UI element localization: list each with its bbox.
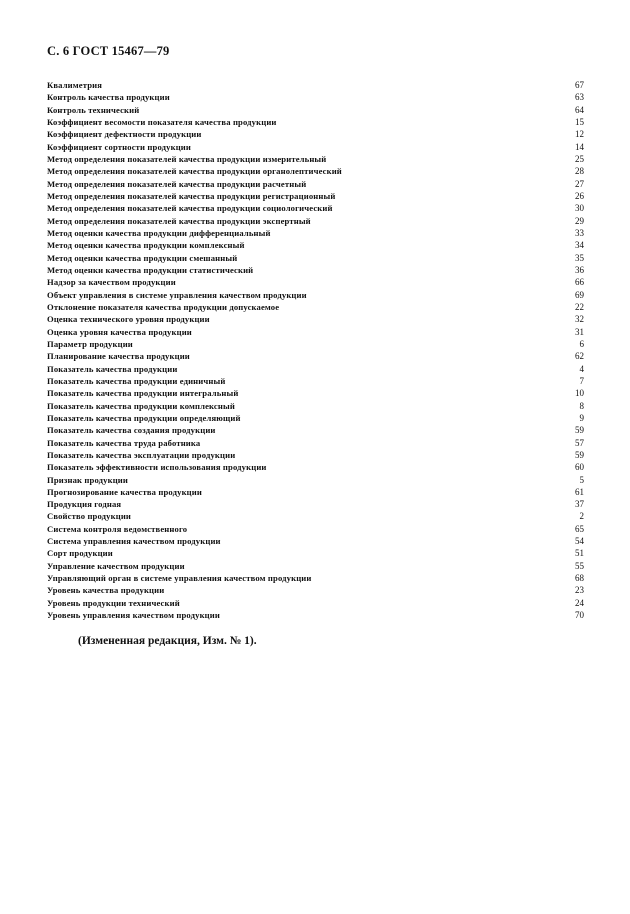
index-page-number: 6: [579, 338, 584, 349]
index-entry: [47, 128, 584, 140]
index-term: Уровень продукции технический: [47, 597, 180, 608]
index-page-number: 29: [575, 215, 584, 226]
index-entry: [47, 104, 584, 116]
index-page-number: 24: [575, 597, 584, 608]
index-page-number: 54: [575, 536, 584, 547]
index-page-number: 65: [575, 523, 584, 534]
index-term: Оценка технического уровня продукции: [47, 314, 210, 325]
index-page-number: 32: [575, 314, 584, 325]
index-page-number: 2: [579, 511, 584, 522]
index-entry: [47, 326, 584, 338]
index-entry: [47, 400, 584, 412]
index-term: Метод оценки качества продукции статистический: [47, 264, 254, 275]
index-term: Метод определения показателей качества продукции экспертный: [47, 215, 311, 226]
index-page-number: 66: [575, 277, 584, 288]
index-term: Показатель качества продукции комплексный: [47, 400, 235, 411]
index-page-number: 36: [575, 264, 584, 275]
index-page-number: 12: [575, 129, 584, 140]
index-entry: [47, 424, 584, 436]
index-term: Показатель качества продукции единичный: [47, 375, 226, 386]
index-page-number: 23: [575, 585, 584, 596]
index-term: Контроль качества продукции: [47, 92, 170, 103]
index-entry: [47, 547, 584, 559]
index-entry: [47, 523, 584, 535]
index-page-number: 64: [575, 104, 584, 115]
index-term: Система управления качеством продукции: [47, 536, 221, 547]
index-page-number: 51: [575, 548, 584, 559]
index-entry: [47, 252, 584, 264]
index-entry: [47, 276, 584, 288]
index-entry: [47, 572, 584, 584]
index-term: Показатель качества труда работника: [47, 437, 201, 448]
index-page-number: 57: [575, 437, 584, 448]
index-entry: [47, 597, 584, 609]
index-entry: [47, 350, 584, 362]
index-term: Сорт продукции: [47, 548, 113, 559]
index-entry: [47, 560, 584, 572]
index-term: Отклонение показателя качества продукции допускаемое: [47, 301, 280, 312]
index-entry: [47, 116, 584, 128]
index-entry: [47, 227, 584, 239]
index-term: Метод определения показателей качества продукции расчетный: [47, 178, 307, 189]
index-term: Параметр продукции: [47, 338, 133, 349]
index-page-number: 15: [575, 116, 584, 127]
index-page-number: 70: [575, 610, 584, 621]
index-term: Контроль технический: [47, 104, 140, 115]
index-term: Прогнозирование качества продукции: [47, 486, 202, 497]
revision-note: (Измененная редакция, Изм. № 1).: [78, 635, 257, 647]
index-term: Коэффициент дефектности продукции: [47, 129, 202, 140]
index-term: Оценка уровня качества продукции: [47, 326, 192, 337]
index-page-number: 60: [575, 462, 584, 473]
index-term: Продукция годная: [47, 499, 122, 510]
index-term: Надзор за качеством продукции: [47, 277, 176, 288]
index-page-number: 27: [575, 178, 584, 189]
index-term: Квалиметрия: [47, 80, 103, 90]
alphabetical-index: [47, 79, 584, 621]
index-entry: [47, 165, 584, 177]
index-page-number: 25: [575, 153, 584, 164]
index-term: Показатель качества эксплуатации продукции: [47, 449, 236, 460]
index-entry: [47, 215, 584, 227]
index-page-number: 59: [575, 425, 584, 436]
index-entry: [47, 437, 584, 449]
index-page-number: 9: [579, 412, 584, 423]
index-entry: [47, 486, 584, 498]
index-entry: [47, 289, 584, 301]
index-term: Уровень управления качеством продукции: [47, 610, 220, 621]
index-page-number: 35: [575, 252, 584, 263]
page-header: С. 6 ГОСТ 15467—79: [47, 44, 170, 58]
index-page-number: 34: [575, 240, 584, 251]
index-term: Метод определения показателей качества продукции социологический: [47, 203, 333, 214]
index-term: Показатель качества продукции: [47, 363, 178, 374]
index-entry: [47, 202, 584, 214]
index-term: Управление качеством продукции: [47, 560, 185, 571]
index-page-number: 28: [575, 166, 584, 177]
index-entry: [47, 609, 584, 621]
index-page-number: 31: [575, 326, 584, 337]
index-entry: [47, 190, 584, 202]
index-term: Метод определения показателей качества продукции измерительный: [47, 153, 327, 164]
index-page-number: 14: [575, 141, 584, 152]
index-entry: [47, 412, 584, 424]
index-term: Показатель качества продукции интегральный: [47, 388, 239, 399]
index-entry: [47, 498, 584, 510]
index-page-number: 62: [575, 351, 584, 362]
index-page-number: 55: [575, 560, 584, 571]
index-term: Метод оценки качества продукции комплексный: [47, 240, 245, 251]
index-entry: [47, 141, 584, 153]
index-page-number: 33: [575, 227, 584, 238]
index-page-number: 61: [575, 486, 584, 497]
index-page-number: 67: [575, 80, 584, 90]
index-term: Уровень качества продукции: [47, 585, 165, 596]
index-term: Планирование качества продукции: [47, 351, 190, 362]
index-entry: [47, 301, 584, 313]
index-term: Показатель эффективности использования продукции: [47, 462, 267, 473]
index-term: Метод оценки качества продукции дифференциальный: [47, 227, 271, 238]
index-term: Коэффициент сортности продукции: [47, 141, 192, 152]
index-entry: [47, 363, 584, 375]
index-entry: [47, 264, 584, 276]
index-page-number: 5: [579, 474, 584, 485]
index-term: Управляющий орган в системе управления качеством продукции: [47, 573, 312, 584]
index-page-number: 63: [575, 92, 584, 103]
index-term: Система контроля ведомственного: [47, 523, 188, 534]
index-entry: [47, 153, 584, 165]
index-page-number: 59: [575, 449, 584, 460]
index-entry: [47, 239, 584, 251]
index-page-number: 69: [575, 289, 584, 300]
index-page-number: 37: [575, 499, 584, 510]
index-term: Свойство продукции: [47, 511, 132, 522]
index-term: Объект управления в системе управления качеством продукции: [47, 289, 307, 300]
index-entry: [47, 474, 584, 486]
index-term: Признак продукции: [47, 474, 128, 485]
index-page-number: 10: [575, 388, 584, 399]
index-entry: [47, 584, 584, 596]
index-page-number: 30: [575, 203, 584, 214]
index-term: Показатель качества создания продукции: [47, 425, 216, 436]
index-entry: [47, 313, 584, 325]
index-term: Метод определения показателей качества продукции органолептический: [47, 166, 342, 177]
index-page-number: 22: [575, 301, 584, 312]
index-page-number: 4: [579, 363, 584, 374]
index-term: Метод оценки качества продукции смешанный: [47, 252, 238, 263]
index-entry: [47, 375, 584, 387]
index-page-number: 68: [575, 573, 584, 584]
index-entry: [47, 91, 584, 103]
index-entry: [47, 387, 584, 399]
index-page-number: 8: [579, 400, 584, 411]
index-entry: [47, 510, 584, 522]
index-term: Коэффициент весомости показателя качества продукции: [47, 116, 277, 127]
index-entry: [47, 79, 584, 91]
index-entry: [47, 178, 584, 190]
index-term: Показатель качества продукции определяющий: [47, 412, 241, 423]
index-page-number: 7: [579, 375, 584, 386]
index-entry: [47, 338, 584, 350]
index-term: Метод определения показателей качества продукции регистрационный: [47, 190, 336, 201]
index-page-number: 26: [575, 190, 584, 201]
index-entry: [47, 461, 584, 473]
index-entry: [47, 535, 584, 547]
index-entry: [47, 449, 584, 461]
